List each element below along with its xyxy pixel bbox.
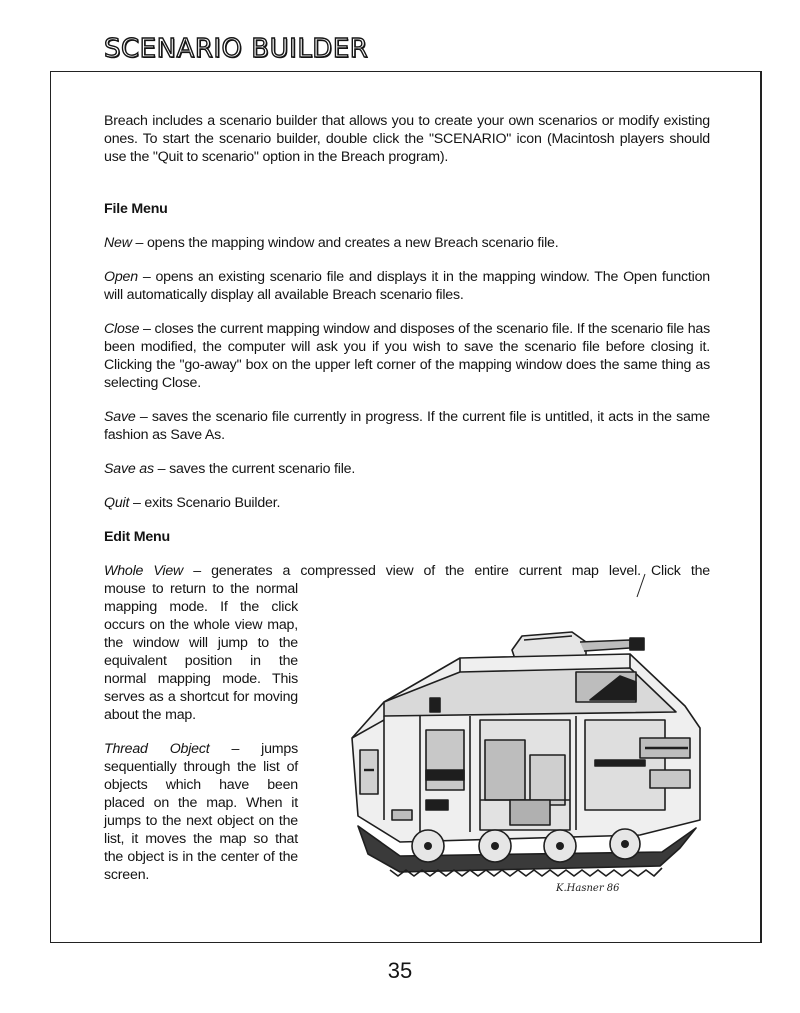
file-menu-item-close [104, 320, 710, 392]
separator: – [135, 409, 152, 425]
whole-view-continued: mouse to return to the normal mapping mode. If the click occurs on the whole view map, the window will jump to the equivalent position in the normal mapping mode. This serves as a shortcut for moving about the map. [104, 581, 298, 723]
file-menu-item-new [104, 234, 710, 252]
separator: – [139, 321, 155, 337]
file-menu-item-save [104, 408, 710, 444]
page-heading: SCENARIO BUILDER [104, 34, 369, 64]
menu-term: Close [104, 321, 140, 337]
edit-menu-heading: Edit Menu [104, 529, 170, 545]
file-menu-item-quit [104, 494, 710, 512]
menu-description: saves the scenario file currently in progress. If the current file is untitled, it acts in the same fashion as Save As. [104, 409, 710, 443]
menu-description: generates a compressed view of the entire current map level. Click the [211, 563, 710, 579]
menu-description: opens an existing scenario file and displays it in the mapping window. The Open function will automatically display all available Breach scenario files. [104, 269, 710, 303]
edit-menu-item-whole-view [104, 562, 710, 580]
file-menu-heading: File Menu [104, 201, 168, 217]
separator: – [153, 461, 170, 477]
menu-description: closes the current mapping window and disposes of the scenario file. If the scenario file has been modified, the computer will ask you if you wish to save the scenario file before closing it. Clicking the "go-away" box on the upper left corner of the mapping window does the same thing as selecting Close. [104, 321, 710, 391]
menu-term: Save as [104, 461, 154, 477]
file-menu-item-open [104, 268, 710, 304]
separator: – [129, 495, 145, 511]
menu-term: Quit [104, 495, 130, 511]
artist-signature: K.Hasner 86 [556, 883, 620, 894]
separator: – [137, 269, 156, 285]
menu-description: exits Scenario Builder. [144, 495, 281, 511]
menu-description: saves the current scenario file. [169, 461, 356, 477]
file-menu-item-save-as [104, 460, 710, 478]
menu-term: Thread Object [104, 741, 210, 757]
menu-term: Open [104, 269, 138, 285]
intro-paragraph: Breach includes a scenario builder that allows you to create your own scenarios or modify existing ones. To start the scenario builder, double click the "SCENARIO" icon (Macintosh players should use the "Quit to scenario" option in the Breach program). [104, 113, 710, 165]
separator: – [209, 741, 262, 757]
separator: – [131, 235, 147, 251]
pointer-stroke [635, 573, 647, 599]
edit-menu-item-thread-object [104, 740, 298, 884]
menu-description: jumps sequentially through the list of objects which have been placed on the map. When it jumps to the next object on the list, it moves the map so that the object is in the center of the screen. [104, 741, 298, 883]
armored-vehicle-illustration [340, 620, 720, 920]
narrow-column [104, 580, 298, 884]
page-number: 35 [387, 958, 413, 983]
menu-term: Save [104, 409, 136, 425]
menu-term: New [104, 235, 132, 251]
separator: – [183, 563, 212, 579]
menu-term: Whole View [104, 563, 184, 579]
menu-description: opens the mapping window and creates a new Breach scenario file. [146, 235, 559, 251]
